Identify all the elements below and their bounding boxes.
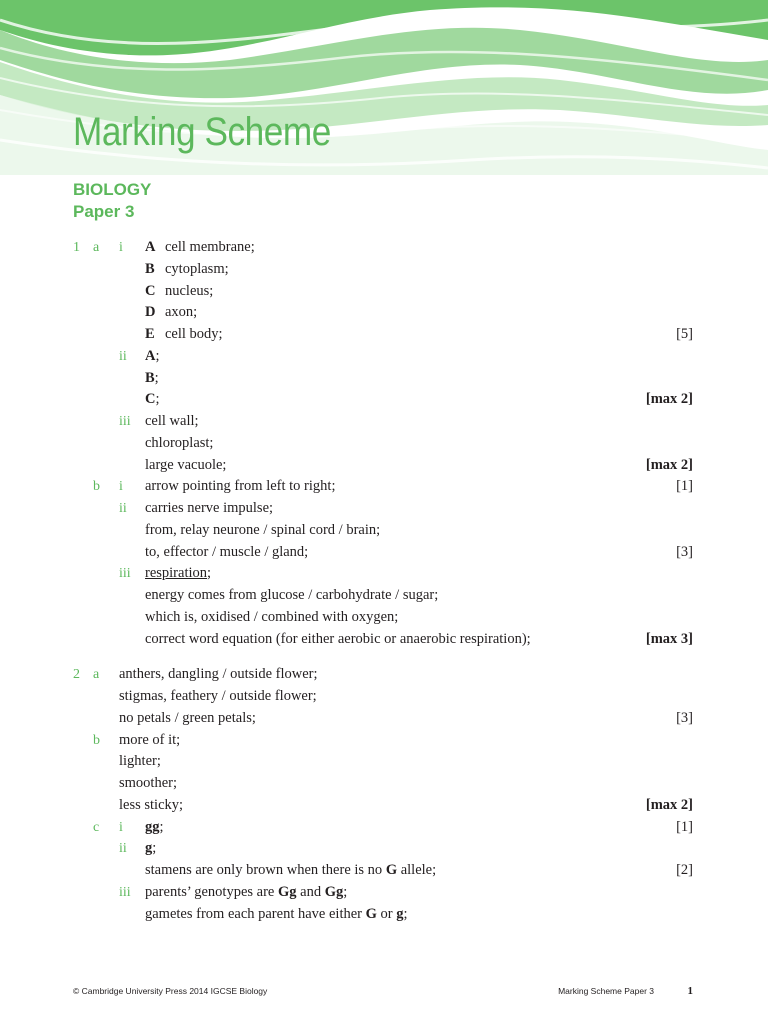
subpart-numeral: iii bbox=[119, 566, 131, 582]
answer-text bbox=[145, 411, 199, 433]
answer-row bbox=[0, 860, 768, 882]
answer-plain-text: energy comes from glucose / carbohydrate / sugar; bbox=[145, 587, 439, 603]
subpart-numeral: iii bbox=[119, 414, 131, 429]
answer-row bbox=[0, 433, 768, 455]
answer-text bbox=[145, 498, 273, 520]
answer-text bbox=[145, 324, 223, 346]
mark-allocation: [max 2] bbox=[645, 456, 693, 473]
part-letter: b bbox=[93, 479, 100, 495]
answer-rich-text: stamens are only brown when there is no G allele; bbox=[145, 862, 437, 878]
answer-rich-text: parents’ genotypes are Gg and Gg; bbox=[145, 883, 348, 900]
answer-plain-text: anthers, dangling / outside flower; bbox=[119, 666, 318, 683]
answer-text bbox=[145, 882, 347, 904]
answer-row bbox=[0, 904, 768, 926]
answer-text bbox=[145, 302, 197, 324]
answer-rich-text: A; bbox=[145, 347, 160, 364]
footer-title: Marking Scheme Paper 3 bbox=[558, 986, 654, 996]
answer-row bbox=[0, 563, 768, 585]
page-footer bbox=[0, 986, 768, 1000]
subpart-numeral: ii bbox=[119, 348, 127, 364]
question-number: 1 bbox=[73, 240, 80, 255]
answer-text bbox=[145, 281, 213, 303]
footer-copyright: © Cambridge University Press 2014 IGCSE Biology bbox=[73, 986, 268, 996]
answer-row bbox=[0, 664, 768, 686]
answer-plain-text: no petals / green petals; bbox=[119, 709, 256, 726]
mark-allocation: [2] bbox=[676, 862, 693, 878]
answer-text bbox=[119, 730, 180, 752]
answer-plain-text: to, effector / muscle / gland; bbox=[145, 543, 309, 560]
answer-row bbox=[0, 773, 768, 795]
part-letter: a bbox=[93, 240, 100, 255]
answer-plain-text: cell membrane; bbox=[165, 239, 255, 255]
answer-text bbox=[119, 664, 318, 686]
answer-rich-text: respiration; bbox=[145, 565, 212, 582]
answer-row bbox=[0, 882, 768, 904]
mark-allocation: [3] bbox=[676, 543, 693, 560]
answer-plain-text: smoother; bbox=[119, 775, 177, 791]
answer-rich-text: g; bbox=[145, 840, 157, 857]
answer-row bbox=[0, 542, 768, 564]
mark-allocation: [max 2] bbox=[645, 391, 693, 408]
subpart-numeral: iii bbox=[119, 884, 131, 900]
answer-text bbox=[145, 607, 398, 629]
answer-plain-text: which is, oxidised / combined with oxygen; bbox=[145, 608, 399, 625]
answer-text bbox=[145, 585, 438, 607]
answer-text bbox=[145, 563, 211, 585]
answer-row bbox=[0, 302, 768, 324]
answer-text bbox=[145, 433, 213, 455]
answer-row bbox=[0, 708, 768, 730]
part-letter: b bbox=[93, 732, 100, 748]
answer-plain-text: less sticky; bbox=[119, 796, 184, 813]
mark-allocation: [3] bbox=[676, 709, 693, 726]
answer-row bbox=[0, 455, 768, 477]
answer-text bbox=[145, 817, 164, 839]
mark-allocation: [max 2] bbox=[645, 796, 693, 813]
subpart-numeral: ii bbox=[119, 501, 127, 516]
answer-plain-text: more of it; bbox=[119, 731, 181, 748]
answer-text bbox=[145, 476, 335, 498]
label-letter: E bbox=[145, 326, 155, 342]
answer-text bbox=[145, 455, 226, 477]
answer-text bbox=[145, 368, 159, 390]
label-letter: A bbox=[145, 239, 156, 255]
answer-row bbox=[0, 476, 768, 498]
answer-plain-text: cell body; bbox=[165, 326, 223, 342]
answer-text bbox=[145, 838, 156, 860]
answer-text bbox=[119, 795, 183, 817]
answer-plain-text: axon; bbox=[165, 304, 198, 321]
answer-plain-text: stigmas, feathery / outside flower; bbox=[119, 688, 317, 704]
answer-plain-text: arrow pointing from left to right; bbox=[145, 478, 336, 495]
paper-heading: Paper 3 bbox=[73, 202, 135, 221]
answer-text bbox=[119, 708, 256, 730]
answer-text bbox=[145, 259, 229, 281]
subpart-numeral: i bbox=[119, 240, 123, 255]
answer-text bbox=[145, 520, 380, 542]
answer-rich-text: gametes from each parent have either G or g; bbox=[145, 905, 408, 922]
answer-text bbox=[119, 686, 317, 708]
answer-row bbox=[0, 498, 768, 520]
answer-row bbox=[0, 817, 768, 839]
answer-row bbox=[0, 795, 768, 817]
answer-text bbox=[119, 773, 177, 795]
answer-plain-text: nucleus; bbox=[165, 282, 214, 299]
answer-row bbox=[0, 368, 768, 390]
mark-allocation: [5] bbox=[676, 326, 693, 342]
answer-rich-text: gg; bbox=[145, 818, 164, 835]
answer-text bbox=[145, 389, 160, 411]
label-letter: D bbox=[145, 304, 156, 321]
answer-row bbox=[0, 259, 768, 281]
label-letter: B bbox=[145, 260, 155, 277]
answer-plain-text: large vacuole; bbox=[145, 456, 227, 473]
answer-text bbox=[145, 542, 308, 564]
answer-text bbox=[145, 860, 436, 882]
subject-heading: BIOLOGY bbox=[73, 180, 152, 199]
answer-text bbox=[145, 237, 255, 259]
answer-row bbox=[0, 751, 768, 773]
mark-allocation: [1] bbox=[676, 478, 693, 495]
page-number: 1 bbox=[687, 985, 693, 997]
answer-row bbox=[0, 838, 768, 860]
answer-row bbox=[0, 411, 768, 433]
mark-allocation: [1] bbox=[676, 818, 693, 835]
answer-row bbox=[0, 281, 768, 303]
mark-allocation: [max 3] bbox=[645, 630, 693, 647]
question-number: 2 bbox=[73, 667, 80, 683]
answer-row bbox=[0, 520, 768, 542]
answer-text bbox=[119, 751, 161, 773]
marking-scheme-content bbox=[0, 237, 768, 925]
answer-plain-text: cytoplasm; bbox=[165, 260, 229, 277]
part-letter: a bbox=[93, 667, 100, 683]
answer-row bbox=[0, 629, 768, 651]
answer-plain-text: chloroplast; bbox=[145, 434, 214, 451]
answer-plain-text: from, relay neurone / spinal cord / brain; bbox=[145, 521, 381, 538]
answer-row bbox=[0, 730, 768, 752]
answer-rich-text: B; bbox=[145, 369, 159, 386]
answer-rich-text: C; bbox=[145, 391, 160, 408]
answer-plain-text: cell wall; bbox=[145, 413, 199, 429]
page-title: Marking Scheme bbox=[73, 110, 331, 154]
part-letter: c bbox=[93, 819, 100, 835]
label-letter: C bbox=[145, 282, 156, 299]
answer-plain-text: correct word equation (for either aerobic or anaerobic respiration); bbox=[145, 630, 531, 647]
subpart-numeral: i bbox=[119, 479, 123, 495]
answer-row bbox=[0, 324, 768, 346]
answer-row bbox=[0, 346, 768, 368]
answer-text bbox=[145, 346, 160, 368]
answer-text bbox=[145, 629, 531, 651]
answer-text bbox=[145, 904, 408, 926]
answer-row bbox=[0, 607, 768, 629]
answer-row bbox=[0, 237, 768, 259]
answer-plain-text: lighter; bbox=[119, 753, 161, 770]
answer-row bbox=[0, 585, 768, 607]
answer-row bbox=[0, 389, 768, 411]
answer-row bbox=[0, 686, 768, 708]
answer-plain-text: carries nerve impulse; bbox=[145, 500, 274, 516]
subpart-numeral: i bbox=[119, 819, 123, 835]
subpart-numeral: ii bbox=[119, 841, 127, 857]
